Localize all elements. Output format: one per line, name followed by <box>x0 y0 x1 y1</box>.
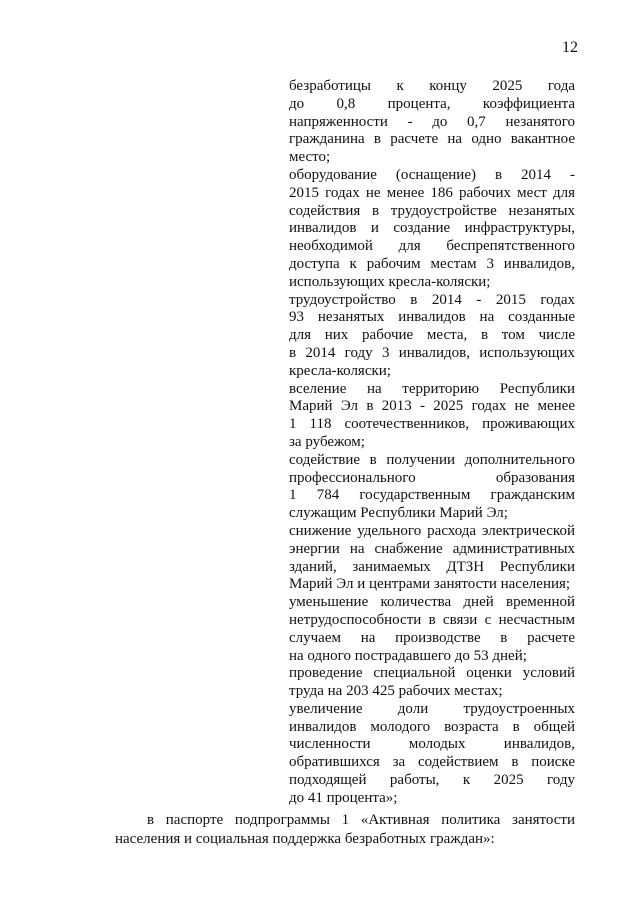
text-line: 93 незанятых инвалидов на созданные <box>289 309 575 326</box>
text-line: снижение удельного расхода электрической <box>289 522 575 539</box>
text-line: гражданина в расчете на одно вакантное <box>289 131 575 148</box>
text-line: энергии на снабжение административных <box>289 540 575 557</box>
text-line: инвалидов и создание инфраструктуры, <box>289 220 575 237</box>
text-line: использующих кресла-коляски; <box>289 273 491 290</box>
page-number: 12 <box>562 39 578 56</box>
text-line: 1 784 государственным гражданским <box>289 487 575 504</box>
text-line: труда на 203 425 рабочих местах; <box>289 683 503 700</box>
text-line: служащим Республики Марий Эл; <box>289 505 508 522</box>
bottom-paragraph-line-2: населения и социальная поддержка безработных граждан»: <box>115 831 495 847</box>
text-line: Марий Эл и центрами занятости населения; <box>289 576 571 593</box>
bottom-paragraph-line-1: в паспорте подпрограммы 1 «Активная политика занятости <box>147 812 575 828</box>
text-line: Марий Эл в 2013 - 2025 годах не менее <box>289 398 575 415</box>
text-line: необходимой для беспрепятственного <box>289 238 575 255</box>
text-line: в 2014 году 3 инвалидов, использующих <box>289 344 575 361</box>
text-line: подходящей работы, к 2025 году <box>289 772 575 789</box>
text-line: инвалидов молодого возраста в общей <box>289 718 575 735</box>
text-line: увеличение доли трудоустроенных <box>289 700 575 717</box>
text-line: вселение на территорию Республики <box>289 380 575 397</box>
text-line: численности молодых инвалидов, <box>289 736 575 753</box>
text-line: случаем на производстве в расчете <box>289 629 575 646</box>
text-line: до 0,8 процента, коэффициента <box>289 95 575 112</box>
text-line: оборудование (оснащение) в 2014 - <box>289 166 575 183</box>
text-line: уменьшение количества дней временной <box>289 594 575 611</box>
text-line: трудоустройство в 2014 - 2015 годах <box>289 291 575 308</box>
text-line: нетрудоспособности в связи с несчастным <box>289 611 575 628</box>
text-line: напряженности - до 0,7 незанятого <box>289 113 575 130</box>
text-line: за рубежом; <box>289 433 365 450</box>
text-line: 2015 годах не менее 186 рабочих мест для <box>289 184 575 201</box>
text-line: до 41 процента»; <box>289 789 398 806</box>
text-line: обратившихся за содействием в поиске <box>289 754 575 771</box>
text-line: содействие в получении дополнительного <box>289 451 575 468</box>
text-line: на одного пострадавшего до 53 дней; <box>289 647 527 664</box>
text-line: профессионального образования <box>289 469 575 486</box>
text-line: зданий, занимаемых ДТЗН Республики <box>289 558 575 575</box>
text-line: для них рабочие места, в том числе <box>289 327 575 344</box>
bottom-paragraph <box>115 811 575 849</box>
text-line: проведение специальной оценки условий <box>289 665 575 682</box>
text-line: содействия в трудоустройстве незанятых <box>289 202 575 219</box>
text-line: безработицы к концу 2025 года <box>289 78 575 94</box>
text-line: доступа к рабочим местам 3 инвалидов, <box>289 255 575 272</box>
text-line: кресла-коляски; <box>289 362 391 379</box>
text-line: 1 118 соотечественников, проживающих <box>289 416 575 433</box>
text-line: место; <box>289 149 331 166</box>
indicator-list <box>289 78 575 808</box>
